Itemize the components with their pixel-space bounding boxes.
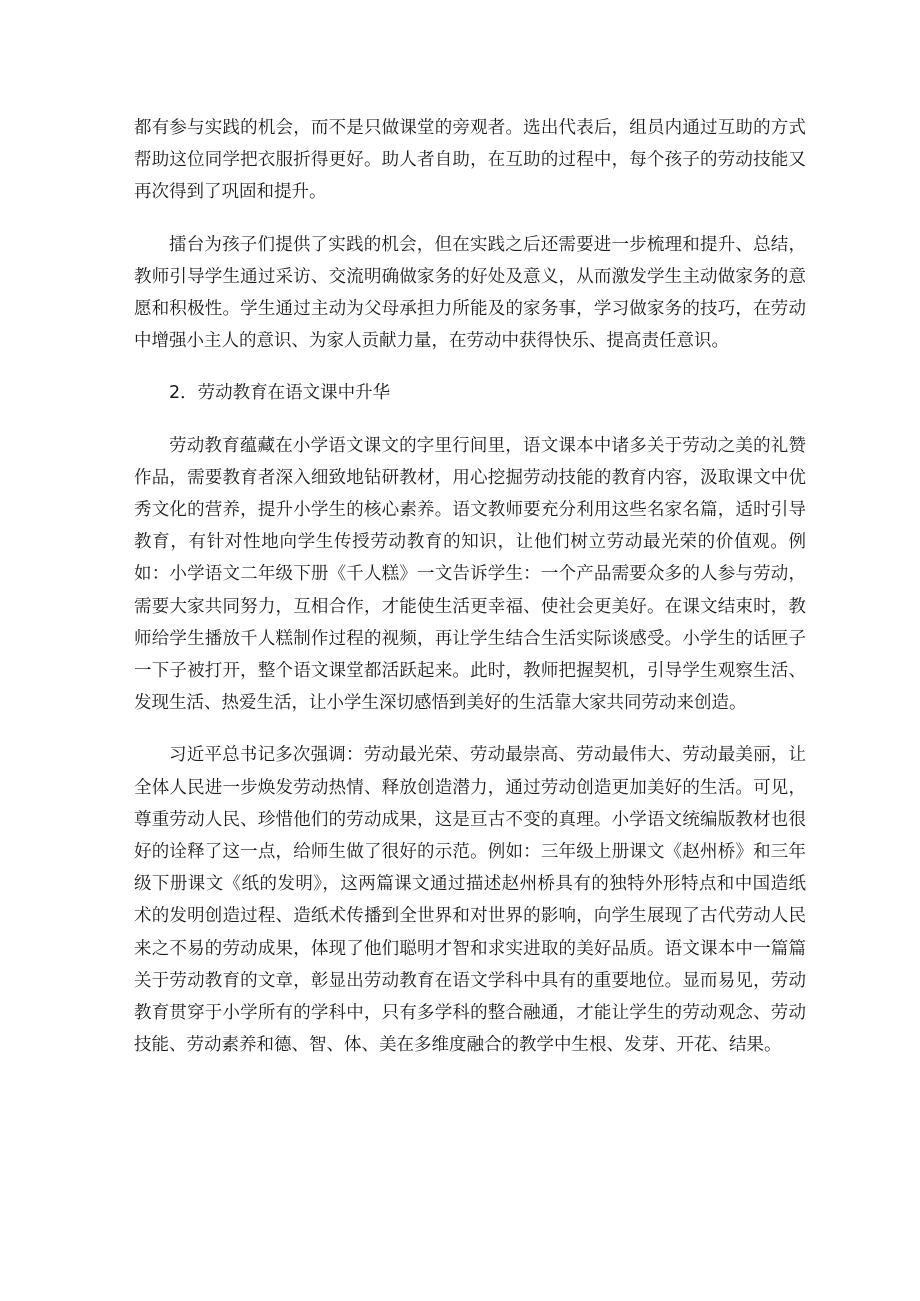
paragraph-arena-practice: 擂台为孩子们提供了实践的机会，但在实践之后还需要进一步梳理和提升、总结，教师引导学生通过采访、交流明确做家务的好处及意义，从而激发学生主动做家务的意愿和积极性。学生通过主动为父母承担力所能及的家务事，学习做家务的技巧，在劳动中增强小主人的意识、为家人贡献力量，在劳动中获得快乐、提高责任意识。 — [134, 234, 806, 352]
paragraph-continuation: 都有参与实践的机会，而不是只做课堂的旁观者。选出代表后，组员内通过互助的方式帮助这位同学把衣服折得更好。助人者自助，在互助的过程中，每个孩子的劳动技能又再次得到了巩固和提升。 — [134, 118, 806, 203]
document-body — [134, 112, 806, 1081]
section-heading: 2．劳动教育在语文课中升华 — [169, 383, 391, 404]
paragraph-chinese-lessons: 劳动教育蕴藏在小学语文课文的字里行间里，语文课本中诸多关于劳动之美的礼赞作品，需要教育者深入细致地钻研教材，用心挖掘劳动技能的教育内容，汲取课文中优秀文化的营养，提升小学生的核心素养。语文教师要充分利用这些名家名篇，适时引导教育，有针对性地向学生传授劳动教育的知识，让他们树立劳动最光荣的价值观。例如：小学语文二年级下册《千人糕》一文告诉学生：一个产品需要众多的人参与劳动，需要大家共同努力，互相合作，才能使生活更幸福、使社会更美好。在课文结束时，教师给学生播放千人糕制作过程的视频，再让学生结合生活实际谈感受。小学生的话匣子一下子被打开，整个语文课堂都活跃起来。此时，教师把握契机，引导学生观察生活、发现生活、热爱生活，让小学生深切感悟到美好的生活靠大家共同劳动来创造。 — [134, 435, 806, 714]
paragraph-respect-labor: 习近平总书记多次强调：劳动最光荣、劳动最崇高、劳动最伟大、劳动最美丽，让全体人民进一步焕发劳动热情、释放创造潜力，通过劳动创造更加美好的生活。可见，尊重劳动人民、珍惜他们的劳动成果，这是亘古不变的真理。小学语文统编版教材也很好的诠释了这一点，给师生做了很好的示范。例如：三年级上册课文《赵州桥》和三年级下册课文《纸的发明》，这两篇课文通过描述赵州桥具有的独特外形特点和中国造纸术的发明创造过程、造纸术传播到全世界和对世界的影响，向学生展现了古代劳动人民来之不易的劳动成果，体现了他们聪明才智和求实进取的美好品质。语文课本中一篇篇关于劳动教育的文章，彰显出劳动教育在语文学科中具有的重要地位。显而易见，劳动教育贯穿于小学所有的学科中，只有多学科的整合融通，才能让学生的劳动观念、劳动技能、劳动素养和德、智、体、美在多维度融合的教学中生根、发芽、开花、结果。 — [134, 745, 806, 1056]
